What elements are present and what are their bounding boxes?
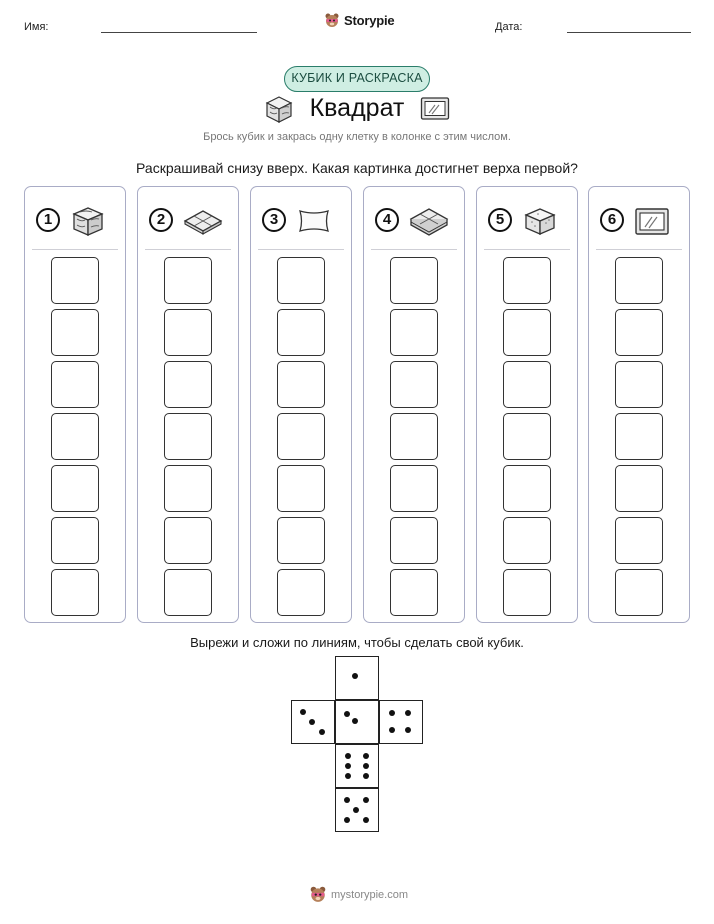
name-label: Имя: bbox=[24, 21, 49, 33]
column-divider bbox=[371, 249, 457, 250]
color-cell[interactable] bbox=[503, 413, 551, 460]
die-pip bbox=[363, 817, 369, 823]
die-pip bbox=[300, 709, 306, 715]
column-divider bbox=[596, 249, 682, 250]
color-cell[interactable] bbox=[390, 465, 438, 512]
color-cell[interactable] bbox=[390, 517, 438, 564]
brand-name: Storypie bbox=[344, 12, 395, 28]
column-header bbox=[364, 205, 464, 237]
storypie-bear-icon bbox=[309, 885, 327, 903]
column-4 bbox=[363, 186, 465, 623]
color-cell[interactable] bbox=[164, 361, 212, 408]
die-face-1 bbox=[335, 656, 379, 700]
color-cell[interactable] bbox=[164, 517, 212, 564]
die-pip bbox=[344, 797, 350, 803]
color-cell[interactable] bbox=[277, 309, 325, 356]
color-cell[interactable] bbox=[390, 569, 438, 616]
cut-instruction: Вырежи и сложи по линиям, чтобы сделать свой кубик. bbox=[190, 635, 524, 650]
color-cell[interactable] bbox=[615, 465, 663, 512]
column-number: 1 bbox=[36, 208, 60, 232]
color-cell[interactable] bbox=[615, 361, 663, 408]
column-5 bbox=[476, 186, 578, 623]
color-cell[interactable] bbox=[503, 465, 551, 512]
mirror-icon bbox=[420, 95, 450, 121]
column-number: 3 bbox=[262, 208, 286, 232]
color-cell[interactable] bbox=[277, 413, 325, 460]
die-pip bbox=[363, 797, 369, 803]
category-badge: КУБИК И РАСКРАСКА bbox=[284, 66, 430, 92]
color-cell[interactable] bbox=[51, 517, 99, 564]
color-cell[interactable] bbox=[51, 413, 99, 460]
die-pip bbox=[405, 727, 411, 733]
storypie-bear-icon bbox=[324, 12, 340, 28]
column-header bbox=[477, 205, 577, 237]
page-header bbox=[0, 0, 714, 50]
die-pip bbox=[344, 711, 350, 717]
color-cell[interactable] bbox=[503, 569, 551, 616]
color-cell[interactable] bbox=[51, 361, 99, 408]
color-cell[interactable] bbox=[277, 465, 325, 512]
die-face-2 bbox=[335, 700, 379, 744]
die-pip bbox=[353, 807, 359, 813]
column-number: 6 bbox=[600, 208, 624, 232]
column-divider bbox=[32, 249, 118, 250]
color-cell[interactable] bbox=[503, 361, 551, 408]
color-cell[interactable] bbox=[615, 257, 663, 304]
column-header bbox=[251, 205, 351, 237]
cracker-icon bbox=[183, 205, 223, 237]
name-field-line[interactable] bbox=[101, 32, 257, 33]
color-cell[interactable] bbox=[615, 413, 663, 460]
brand-logo bbox=[324, 12, 394, 28]
color-cell[interactable] bbox=[390, 257, 438, 304]
column-header bbox=[138, 205, 238, 237]
mirror-icon bbox=[634, 205, 670, 237]
color-cell[interactable] bbox=[277, 361, 325, 408]
wooden-block-icon bbox=[70, 205, 106, 237]
die-pip bbox=[319, 729, 325, 735]
die-face-6 bbox=[335, 744, 379, 788]
color-cell[interactable] bbox=[503, 257, 551, 304]
color-cell[interactable] bbox=[51, 257, 99, 304]
pillow-icon bbox=[296, 205, 332, 237]
coloring-instruction: Раскрашивай снизу вверх. Какая картинка достигнет верха первой? bbox=[136, 160, 578, 176]
die-pip bbox=[363, 763, 369, 769]
column-header bbox=[589, 205, 689, 237]
die-pip bbox=[352, 718, 358, 724]
color-cell[interactable] bbox=[390, 413, 438, 460]
sugar-cube-icon bbox=[522, 205, 558, 237]
column-1 bbox=[24, 186, 126, 623]
die-pip bbox=[345, 753, 351, 759]
date-label: Дата: bbox=[495, 21, 523, 33]
column-number: 4 bbox=[375, 208, 399, 232]
date-field-line[interactable] bbox=[567, 32, 691, 33]
die-pip bbox=[363, 773, 369, 779]
die-pip bbox=[352, 673, 358, 679]
column-2 bbox=[137, 186, 239, 623]
die-pip bbox=[405, 710, 411, 716]
color-cell[interactable] bbox=[277, 569, 325, 616]
color-cell[interactable] bbox=[390, 309, 438, 356]
color-cell[interactable] bbox=[164, 569, 212, 616]
color-cell[interactable] bbox=[615, 309, 663, 356]
footer-site[interactable]: mystorypie.com bbox=[331, 889, 409, 901]
color-cell[interactable] bbox=[51, 309, 99, 356]
subtitle: Брось кубик и закрась одну клетку в колонке с этим числом. bbox=[203, 131, 511, 143]
color-cell[interactable] bbox=[277, 517, 325, 564]
color-cell[interactable] bbox=[164, 413, 212, 460]
color-cell[interactable] bbox=[615, 517, 663, 564]
die-pip bbox=[309, 719, 315, 725]
page-title: Квадрат bbox=[309, 94, 405, 122]
dice-columns bbox=[24, 186, 690, 624]
color-cell[interactable] bbox=[615, 569, 663, 616]
color-cell[interactable] bbox=[503, 517, 551, 564]
color-cell[interactable] bbox=[390, 361, 438, 408]
column-number: 2 bbox=[149, 208, 173, 232]
column-divider bbox=[484, 249, 570, 250]
column-divider bbox=[145, 249, 231, 250]
color-cell[interactable] bbox=[503, 309, 551, 356]
die-face-3 bbox=[291, 700, 335, 744]
column-divider bbox=[258, 249, 344, 250]
die-net bbox=[0, 656, 714, 836]
die-pip bbox=[345, 773, 351, 779]
page-footer bbox=[0, 885, 714, 907]
die-pip bbox=[345, 763, 351, 769]
color-cell[interactable] bbox=[277, 257, 325, 304]
die-pip bbox=[389, 710, 395, 716]
die-pip bbox=[363, 753, 369, 759]
column-6 bbox=[588, 186, 690, 623]
die-pip bbox=[389, 727, 395, 733]
die-face-4 bbox=[379, 700, 423, 744]
die-pip bbox=[344, 817, 350, 823]
color-cell[interactable] bbox=[164, 309, 212, 356]
color-cell[interactable] bbox=[51, 465, 99, 512]
sandwich-icon bbox=[409, 205, 449, 237]
die-face-5 bbox=[335, 788, 379, 832]
color-cell[interactable] bbox=[51, 569, 99, 616]
color-cell[interactable] bbox=[164, 465, 212, 512]
column-header bbox=[25, 205, 125, 237]
column-number: 5 bbox=[488, 208, 512, 232]
color-cell[interactable] bbox=[164, 257, 212, 304]
column-3 bbox=[250, 186, 352, 623]
title-row bbox=[0, 93, 714, 127]
